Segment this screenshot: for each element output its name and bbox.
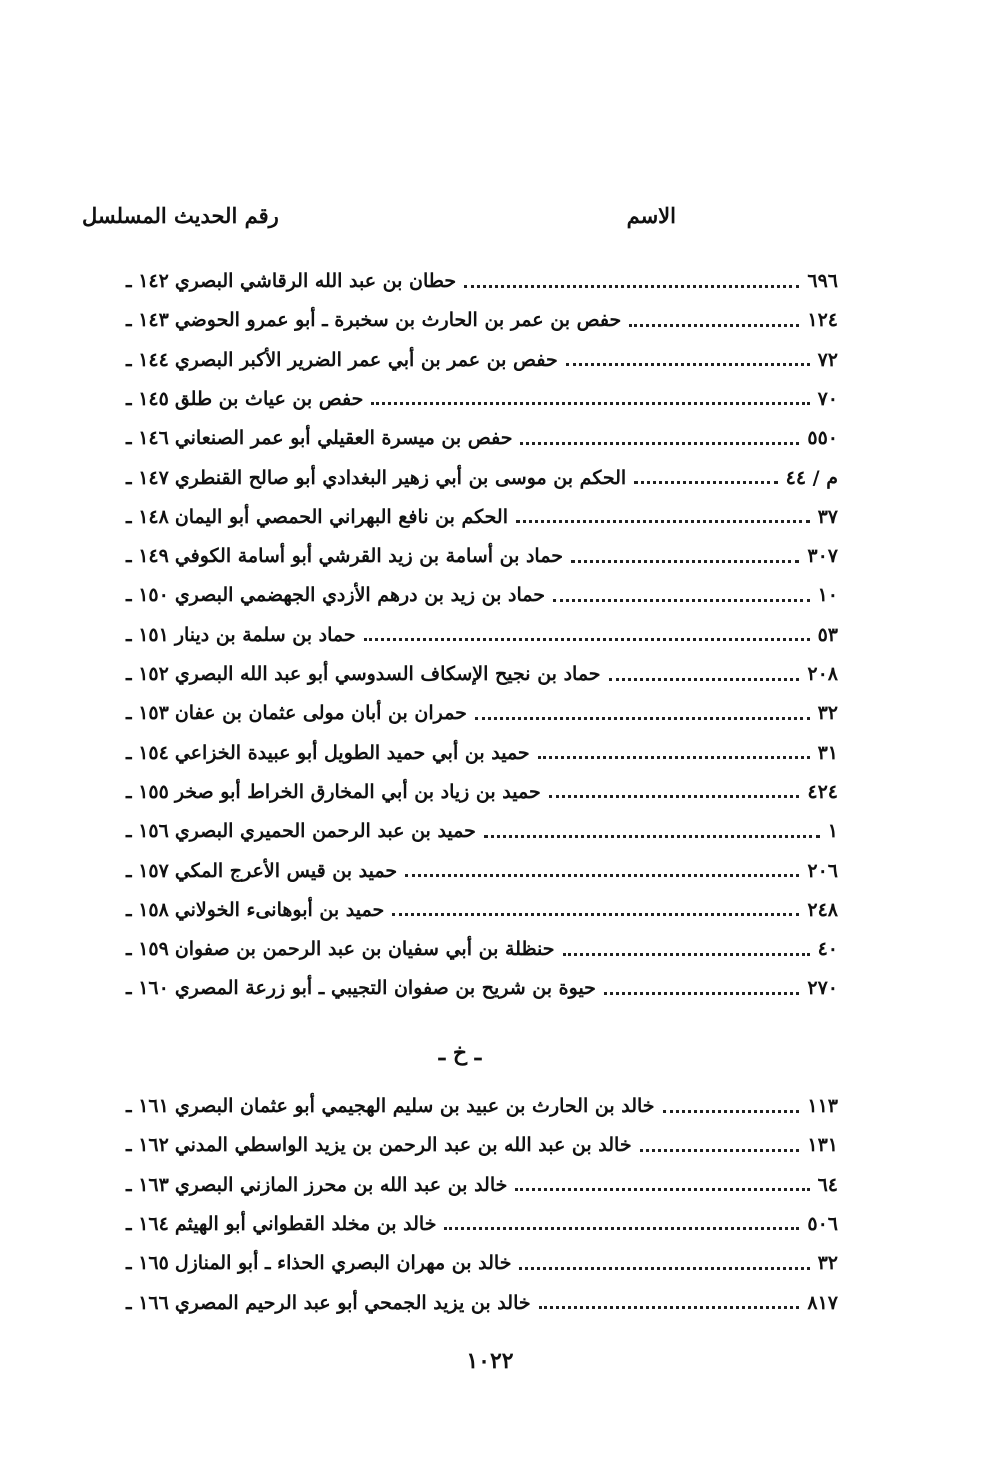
dot-leader — [515, 1186, 809, 1191]
hadith-number: ٢٤٨ — [807, 898, 838, 921]
narrator-name: خالد بن الحارث بن عبيد بن سليم الهجيمي أبو عثمان البصري — [174, 1095, 655, 1117]
list-item — [120, 1288, 838, 1318]
entry-number: ١٦٠ ـ — [126, 977, 169, 1000]
name-column-heading: الاسم — [626, 203, 676, 228]
list-item — [120, 1091, 838, 1121]
hadith-number: ٤٢٤ — [807, 780, 838, 803]
entry-number: ١٥٤ ـ — [126, 741, 169, 764]
dot-leader — [519, 1265, 809, 1270]
entry-number: ١٥٣ ـ — [126, 702, 169, 725]
list-item — [120, 659, 838, 689]
list-item — [120, 895, 838, 925]
hadith-number: ٣٠٧ — [807, 545, 838, 568]
dot-leader — [405, 872, 799, 877]
entry-number: ١٤٧ ـ — [126, 466, 169, 489]
list-item — [120, 541, 838, 571]
hadith-number: ٢٠٨ — [807, 663, 838, 685]
hadith-number: ١٣١ — [807, 1134, 838, 1157]
hadith-number: ٨١٧ — [807, 1291, 838, 1314]
narrator-name: الحكم بن موسى بن أبي زهير البغدادي أبو صالح القنطري — [174, 466, 627, 489]
hadith-number: ١٠ — [817, 584, 838, 607]
dot-leader — [392, 911, 799, 916]
narrator-name: خالد بن يزيد الجمحي أبو عبد الرحيم المصري — [174, 1291, 531, 1314]
hadith-number-column-heading: رقم الحديث المسلسل — [82, 203, 279, 228]
narrator-name: خالد بن عبد الله بن محرز المازني البصري — [174, 1173, 508, 1196]
narrator-name: خالد بن مخلد القطواني أبو الهيثم — [174, 1212, 437, 1235]
list-item — [120, 502, 838, 532]
entry-number: ١٦٣ ـ — [126, 1173, 169, 1196]
narrator-name: حميد بن زياد بن أبي المخارق الخراط أبو صخر — [174, 780, 541, 803]
dot-leader — [553, 597, 810, 602]
dot-leader — [640, 1147, 800, 1152]
list-item — [120, 777, 838, 807]
narrator-name: خالد بن مهران البصري الحذاء ـ أبو المنازل — [174, 1252, 512, 1275]
entry-number: ١٥٧ ـ — [126, 859, 169, 882]
narrator-name: حمران بن أبان مولى عثمان بن عفان — [174, 702, 467, 725]
narrator-name: حفص بن عمر بن أبي عمر الضرير الأكبر البصري — [174, 348, 558, 371]
narrator-name: خالد بن عبد الله بن عبد الرحمن بن يزيد الواسطي المدني — [174, 1134, 632, 1157]
hadith-number: م / ٤٤ — [785, 466, 838, 489]
dot-leader — [549, 793, 800, 798]
hadith-number: ٣١ — [817, 741, 838, 764]
narrator-name: الحكم بن نافع البهراني الحمصي أبو اليمان — [174, 505, 508, 528]
dot-leader — [539, 1304, 800, 1309]
list-item — [120, 698, 838, 728]
list-item — [120, 973, 838, 1003]
dot-leader — [566, 361, 810, 366]
entry-number: ١٤٣ ـ — [126, 309, 169, 332]
dot-leader — [538, 754, 810, 759]
entry-number: ١٦٦ ـ — [126, 1291, 169, 1314]
dot-leader — [364, 636, 810, 641]
hadith-number: ٦٩٦ — [807, 270, 838, 292]
hadith-number: ٣٧ — [817, 505, 838, 528]
dot-leader — [371, 400, 809, 405]
narrator-name: حطان بن عبد الله الرقاشي البصري — [174, 270, 457, 292]
dot-leader — [516, 518, 810, 523]
hadith-number: ٧٠ — [817, 387, 838, 410]
entry-number: ١٦١ ـ — [126, 1095, 169, 1117]
page-number: ١٠٢٢ — [466, 1348, 514, 1374]
hadith-number: ٥٥٠ — [807, 427, 838, 450]
narrator-name: حميد بن قيس الأعرج المكي — [174, 859, 398, 882]
narrator-name: حميد بن عبد الرحمن الحميري البصري — [174, 820, 476, 843]
hadith-number: ٢٧٠ — [807, 977, 838, 1000]
entry-number: ١٥٥ ـ — [126, 780, 169, 803]
entry-number: ١٥٢ ـ — [126, 663, 169, 685]
list-item — [120, 1130, 838, 1160]
hadith-number: ٥٣ — [817, 623, 838, 646]
list-item — [120, 738, 838, 768]
dot-leader — [444, 1225, 799, 1230]
narrator-name: حفص بن عياث بن طلق — [174, 387, 364, 410]
entry-number: ١٥٩ ـ — [126, 938, 169, 961]
list-item — [120, 620, 838, 650]
narrator-name: حماد بن سلمة بن دينار — [174, 623, 356, 646]
dot-leader — [604, 990, 799, 995]
list-item — [120, 345, 838, 375]
dot-leader — [464, 283, 799, 288]
list-item — [120, 463, 838, 493]
narrator-name: حفص بن ميسرة العقيلي أبو عمر الصنعاني — [174, 427, 513, 450]
hadith-number: ٦٤ — [817, 1173, 838, 1196]
hadith-number: ٧٢ — [817, 348, 838, 371]
entry-number: ١٦٢ ـ — [126, 1134, 169, 1157]
dot-leader — [571, 558, 799, 563]
list-item — [120, 1209, 838, 1239]
narrator-name: حماد بن نجيح الإسكاف السدوسي أبو عبد الله البصري — [174, 663, 601, 685]
hadith-number: ٢٠٦ — [807, 859, 838, 882]
list-item — [120, 305, 838, 335]
hadith-number: ٣٢ — [817, 1252, 838, 1275]
narrator-name: حيوة بن شريح بن صفوان التجيبي ـ أبو زرعة المصري — [174, 977, 596, 1000]
list-item — [120, 384, 838, 414]
hadith-number: ٤٠ — [817, 938, 838, 961]
entry-number: ١٥٠ ـ — [126, 584, 169, 607]
hadith-number: ٣٢ — [817, 702, 838, 725]
entry-number: ١٤٥ ـ — [126, 387, 169, 410]
entry-number: ١٤٤ ـ — [126, 348, 169, 371]
entry-number: ١٦٤ ـ — [126, 1212, 169, 1235]
column-header — [82, 203, 682, 243]
list-item — [120, 934, 838, 964]
narrator-name: حميد بن أبي حميد الطويل أبو عبيدة الخزاعي — [174, 741, 530, 764]
dot-leader — [563, 951, 810, 956]
dot-leader — [609, 676, 800, 681]
narrator-name: حميد بن أبوهانىء الخولاني — [174, 898, 385, 921]
hadith-number: ١٢٤ — [807, 309, 838, 332]
dot-leader — [484, 833, 820, 838]
narrator-name: حماد بن زيد بن درهم الأزدي الجهضمي البصري — [174, 584, 545, 607]
narrator-name: حماد بن أسامة بن زيد القرشي أبو أسامة الكوفي — [174, 545, 563, 568]
narrator-name: حفص بن عمر بن الحارث بن سخبرة ـ أبو عمرو الحوضي — [174, 309, 622, 332]
list-item — [120, 856, 838, 886]
hadith-number: ٥٠٦ — [807, 1212, 838, 1235]
entry-number: ١٤٢ ـ — [126, 270, 169, 292]
list-item — [120, 266, 838, 296]
entry-number: ١٥٦ ـ — [126, 820, 169, 843]
dot-leader — [629, 322, 799, 327]
hadith-number: ١ — [827, 820, 838, 843]
list-item — [120, 1170, 838, 1200]
dot-leader — [634, 479, 777, 484]
entry-number: ١٥١ ـ — [126, 623, 169, 646]
section-heading-kha: ـ خ ـ — [438, 1040, 482, 1066]
narrator-name: حنظلة بن أبي سفيان بن عبد الرحمن بن صفوان — [174, 938, 555, 961]
entry-number: ١٤٦ ـ — [126, 427, 169, 450]
entry-number: ١٦٥ ـ — [126, 1252, 169, 1275]
entry-number: ١٤٩ ـ — [126, 545, 169, 568]
list-item — [120, 1248, 838, 1278]
dot-leader — [663, 1108, 800, 1113]
list-item — [120, 816, 838, 846]
hadith-number: ١١٣ — [807, 1095, 838, 1117]
entry-number: ١٥٨ ـ — [126, 898, 169, 921]
entry-number: ١٤٨ ـ — [126, 505, 169, 528]
dot-leader — [520, 440, 799, 445]
dot-leader — [475, 715, 810, 720]
list-item — [120, 580, 838, 610]
list-item — [120, 423, 838, 453]
